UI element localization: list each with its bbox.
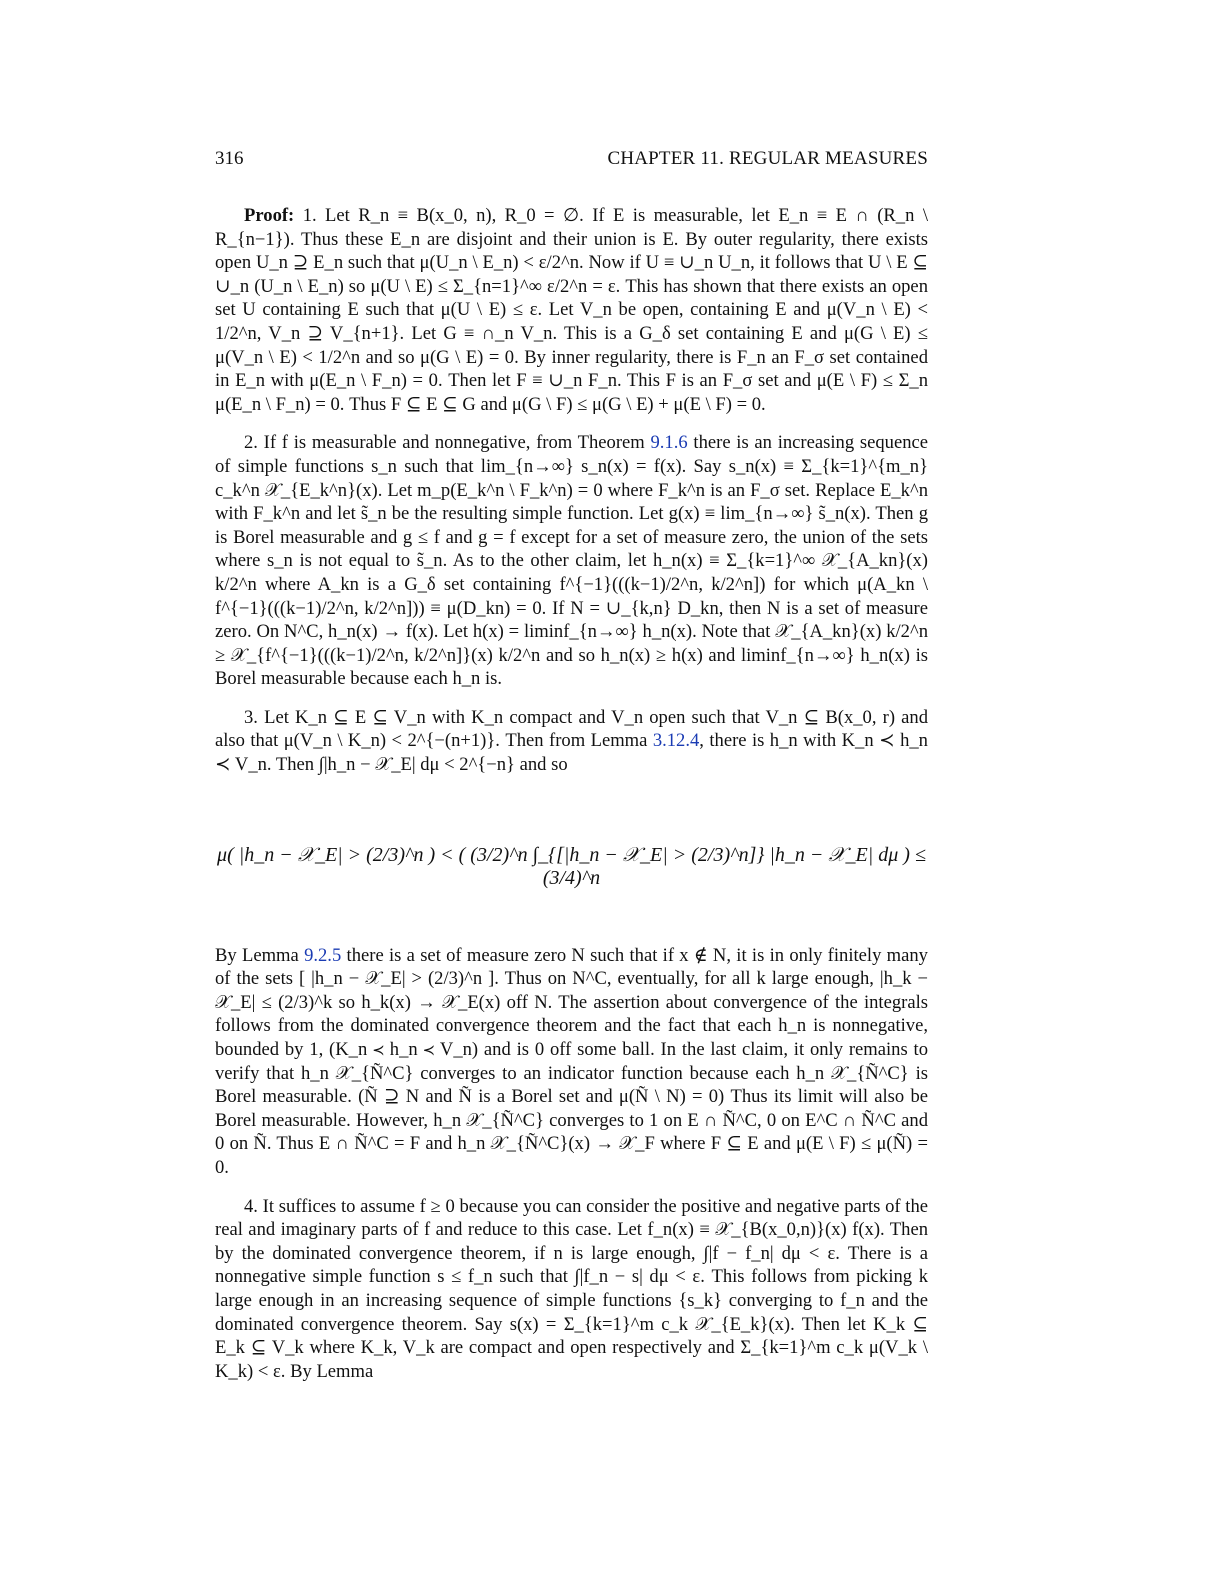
theorem-link[interactable]: 9.1.6 bbox=[650, 432, 688, 454]
paragraph-4-post: there is a set of measure zero N such that if x ∉ N, it is in only finitely many of the sets [ |h_n − 𝒳_E| > (2/3)^n ]. Thus on N^C, eventually, for all k large enough, |h_k − 𝒳_E| ≤ (2/3)^k so h_k(x) → 𝒳_E(x) off N. The assertion about convergence of the integrals follows from the dominated convergence theorem and the fact that each h_n is nonnegative, bounded by 1, (K_n ≺ h_n ≺ V_n) and is 0 off some ball. In the last claim, it only remains to verify that h_n 𝒳_{Ñ^C} converges to an indicator function because each h_n 𝒳_{Ñ^C} is Borel measurable. (Ñ ⊇ N and Ñ is a Borel set and μ(Ñ \ N) = 0) Thus its limit will also be Borel measurable. However, h_n 𝒳_{Ñ^C} converges to 1 on E ∩ Ñ^C, 0 on E^C ∩ Ñ^C and 0 on Ñ. Thus E ∩ Ñ^C = F and h_n 𝒳_{Ñ^C}(x) → 𝒳_F where F ⊆ E and μ(E \ F) ≤ μ(Ñ) = 0. bbox=[215, 944, 928, 1178]
paragraph-3-post: , there is h_n with K_n ≺ h_n ≺ V_n. Then ∫|h_n − 𝒳_E| dμ < 2^{−n} and so bbox=[215, 730, 928, 776]
paragraph-3-pre: 3. Let K_n ⊆ E ⊆ V_n with K_n compact and V_n open such that V_n ⊆ B(x_0, r) and also that μ(V_n \ K_n) < 2^{−(n+1)}. Then from Lemma bbox=[215, 706, 928, 752]
proof-label: Proof: bbox=[244, 205, 295, 226]
display-equation bbox=[215, 792, 928, 932]
paragraph-2-post: there is an increasing sequence of simple functions s_n such that lim_{n→∞} s_n(x) = f(x). Say s_n(x) ≡ Σ_{k=1}^{m_n} c_k^n 𝒳_{E_k^n}(x). Let m_p(E_k^n \ F_k^n) = 0 where F_k^n is an F_σ set. Replace E_k^n with F_k^n and let s̃_n be the resulting simple function. Let g(x) ≡ lim_{n→∞} s̃_n(x). Then g is Borel measurable and g ≤ f and g = f except for a set of measure zero, the union of the sets where s_n is not equal to s̃_n. As to the other claim, let h_n(x) ≡ Σ_{k=1}^∞ 𝒳_{A_kn}(x) k/2^n where A_kn is a G_δ set containing f^{−1}(((k−1)/2^n, k/2^n]) for which μ(A_kn \ f^{−1}(((k−1)/2^n, k/2^n])) ≡ μ(D_kn) = 0. If N = ∪_{k,n} D_kn, then N is a set of measure zero. On N^C, h_n(x) → f(x). Let h(x) = liminf_{n→∞} h_n(x). Note that 𝒳_{A_kn}(x) k/2^n ≥ 𝒳_{f^{−1}(((k−1)/2^n, k/2^n]}(x) k/2^n and so h_n(x) ≥ h(x) and liminf_{n→∞} h_n(x) is Borel measurable because each h_n is. bbox=[215, 432, 928, 690]
lemma-link-2[interactable]: 9.2.5 bbox=[304, 944, 342, 966]
paragraph-1 bbox=[215, 204, 928, 416]
paragraph-4-pre: By Lemma bbox=[215, 944, 305, 966]
paragraph-4 bbox=[215, 944, 928, 1180]
chapter-title: CHAPTER 11. REGULAR MEASURES bbox=[607, 148, 928, 169]
paragraph-5 bbox=[215, 1195, 928, 1384]
equation-text: μ( |h_n − 𝒳_E| > (2/3)^n ) < ( (3/2)^n ∫_{[|h_n − 𝒳_E| > (2/3)^n]} |h_n − 𝒳_E| dμ ) ≤ (3/4)^n bbox=[217, 843, 926, 890]
paragraph-3 bbox=[215, 706, 928, 777]
text-body bbox=[215, 204, 928, 1398]
lemma-link[interactable]: 3.12.4 bbox=[652, 730, 700, 752]
paragraph-1-text: 1. Let R_n ≡ B(x_0, n), R_0 = ∅. If E is measurable, let E_n ≡ E ∩ (R_n \ R_{n−1}). Thus these E_n are disjoint and their union is E. By outer regularity, there exists open U_n ⊇ E_n such that μ(U_n \ E_n) < ε/2^n. Now if U ≡ ∪_n U_n, it follows that U \ E ⊆ ∪_n (U_n \ E_n) so μ(U \ E) ≤ Σ_{n=1}^∞ ε/2^n = ε. This has shown that there exists an open set U containing E such that μ(U \ E) ≤ ε. Let V_n be open, containing E and μ(V_n \ E) < 1/2^n, V_n ⊇ V_{n+1}. Let G ≡ ∩_n V_n. This is a G_δ set containing E and μ(G \ E) ≤ μ(V_n \ E) < 1/2^n and so μ(G \ E) = 0. By inner regularity, there is F_n an F_σ set contained in E_n with μ(E_n \ F_n) = 0. Then let F ≡ ∪_n F_n. This F is an F_σ set and μ(E \ F) ≤ Σ_n μ(E_n \ F_n) = 0. Thus F ⊆ E ⊆ G and μ(G \ F) ≤ μ(G \ E) + μ(E \ F) = 0. bbox=[215, 205, 928, 415]
paragraph-2 bbox=[215, 431, 928, 691]
page-number: 316 bbox=[215, 148, 244, 169]
paragraph-5-text: 4. It suffices to assume f ≥ 0 because you can consider the positive and negative parts of the real and imaginary parts of f and reduce to this case. Let f_n(x) ≡ 𝒳_{B(x_0,n)}(x) f(x). Then by the dominated convergence theorem, if n is large enough, ∫|f − f_n| dμ < ε. There is a nonnegative simple function s ≤ f_n such that ∫|f_n − s| dμ < ε. This follows from picking k large enough in an increasing sequence of simple functions {s_k} converging to f_n and the dominated convergence theorem. Say s(x) = Σ_{k=1}^m c_k 𝒳_{E_k}(x). Then let K_k ⊆ E_k ⊆ V_k where K_k, V_k are compact and open respectively and Σ_{k=1}^m c_k μ(V_k \ K_k) < ε. By Lemma bbox=[215, 1195, 928, 1382]
paragraph-2-pre: 2. If f is measurable and nonnegative, from Theorem bbox=[244, 432, 651, 454]
